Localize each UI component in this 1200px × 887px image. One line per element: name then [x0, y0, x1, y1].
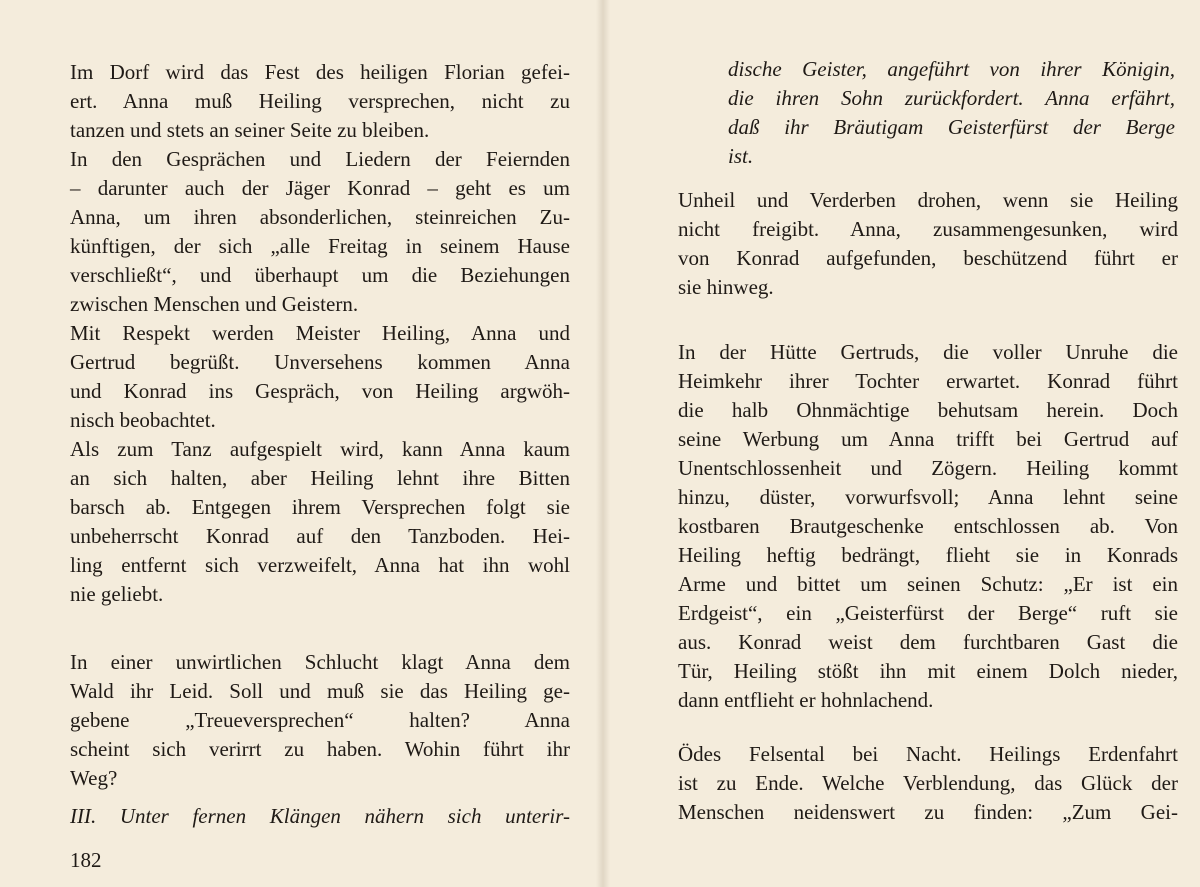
text-line: Weg? [70, 766, 118, 790]
text-line: Wald ihr Leid. Soll und muß sie das Heiling ge- [70, 679, 570, 703]
text-line: Erdgeist“, ein „Geisterfürst der Berge“ ruft sie [678, 601, 1178, 625]
text-line: Im Dorf wird das Fest des heiligen Florian gefei- [70, 60, 570, 84]
text-line: – darunter auch der Jäger Konrad – geht es um [70, 176, 570, 200]
page-number: 182 [70, 848, 102, 872]
text-line: scheint sich verirrt zu haben. Wohin führt ihr [70, 737, 570, 761]
paragraph-geister [728, 55, 1175, 171]
text-line: Heiling heftig bedrängt, flieht sie in Konrads [678, 543, 1178, 567]
text-line: dische Geister, angeführt von ihrer Königin, [728, 57, 1175, 81]
text-line: In den Gesprächen und Liedern der Feiernden [70, 147, 570, 171]
paragraph-unheil [678, 186, 1178, 302]
text-line: unbeherrscht Konrad auf den Tanzboden. Hei- [70, 524, 570, 548]
text-line: die ihren Sohn zurückfordert. Anna erfährt, [728, 86, 1175, 110]
paragraph-fest [70, 58, 570, 145]
text-line: an sich halten, aber Heiling lehnt ihre Bitten [70, 466, 570, 490]
text-line: Ödes Felsental bei Nacht. Heilings Erdenfahrt [678, 742, 1178, 766]
text-line: verschließt“, und überhaupt um die Beziehungen [70, 263, 570, 287]
text-line: III. Unter fernen Klängen nähern sich unterir- [70, 804, 570, 828]
text-line: In der Hütte Gertruds, die voller Unruhe die [678, 340, 1178, 364]
text-line: gebene „Treueversprechen“ halten? Anna [70, 708, 570, 732]
paragraph-act-three [70, 802, 570, 831]
text-line: nisch beobachtet. [70, 408, 216, 432]
text-line: ert. Anna muß Heiling versprechen, nicht zu [70, 89, 570, 113]
text-line: ist zu Ende. Welche Verblendung, das Glück der [678, 771, 1178, 795]
text-line: künftigen, der sich „alle Freitag in seinem Hause [70, 234, 570, 258]
paragraph-tanz [70, 435, 570, 609]
text-line: kostbaren Brautgeschenke entschlossen ab. Von [678, 514, 1178, 538]
text-line: ist. [728, 144, 754, 168]
text-line: seine Werbung um Anna trifft bei Gertrud auf [678, 427, 1178, 451]
text-line: tanzen und stets an seiner Seite zu bleiben. [70, 118, 430, 142]
text-line: Gertrud begrüßt. Unversehens kommen Anna [70, 350, 570, 374]
text-line: daß ihr Bräutigam Geisterfürst der Berge [728, 115, 1175, 139]
text-line: barsch ab. Entgegen ihrem Versprechen folgt sie [70, 495, 570, 519]
text-line: hinzu, düster, vorwurfsvoll; Anna lehnt seine [678, 485, 1178, 509]
text-line: von Konrad aufgefunden, beschützend führt er [678, 246, 1178, 270]
paragraph-respekt [70, 319, 570, 435]
text-line: In einer unwirtlichen Schlucht klagt Anna dem [70, 650, 570, 674]
text-line: Heimkehr ihrer Tochter erwartet. Konrad führt [678, 369, 1178, 393]
text-line: Als zum Tanz aufgespielt wird, kann Anna kaum [70, 437, 570, 461]
text-line: und Konrad ins Gespräch, von Heiling argwöh- [70, 379, 570, 403]
text-line: ling entfernt sich verzweifelt, Anna hat ihn wohl [70, 553, 570, 577]
paragraph-felsental [678, 740, 1178, 827]
paragraph-schlucht [70, 648, 570, 793]
paragraph-gespraeche [70, 145, 570, 319]
text-line: nie geliebt. [70, 582, 164, 606]
text-line: Mit Respekt werden Meister Heiling, Anna und [70, 321, 570, 345]
book-gutter [596, 0, 610, 887]
text-line: Tür, Heiling stößt ihn mit einem Dolch nieder, [678, 659, 1178, 683]
text-line: Arme und bittet um seinen Schutz: „Er ist ein [678, 572, 1178, 596]
text-line: Menschen neidenswert zu finden: „Zum Gei- [678, 800, 1178, 824]
text-line: Unentschlossenheit und Zögern. Heiling kommt [678, 456, 1178, 480]
text-line: zwischen Menschen und Geistern. [70, 292, 359, 316]
text-line: nicht freigibt. Anna, zusammengesunken, wird [678, 217, 1178, 241]
text-line: sie hinweg. [678, 275, 774, 299]
text-line: dann entflieht er hohnlachend. [678, 688, 934, 712]
text-line: die halb Ohnmächtige behutsam herein. Doch [678, 398, 1178, 422]
text-line: Unheil und Verderben drohen, wenn sie Heiling [678, 188, 1178, 212]
text-line: aus. Konrad weist dem furchtbaren Gast die [678, 630, 1178, 654]
text-line: Anna, um ihren absonderlichen, steinreichen Zu- [70, 205, 570, 229]
paragraph-huette [678, 338, 1178, 715]
